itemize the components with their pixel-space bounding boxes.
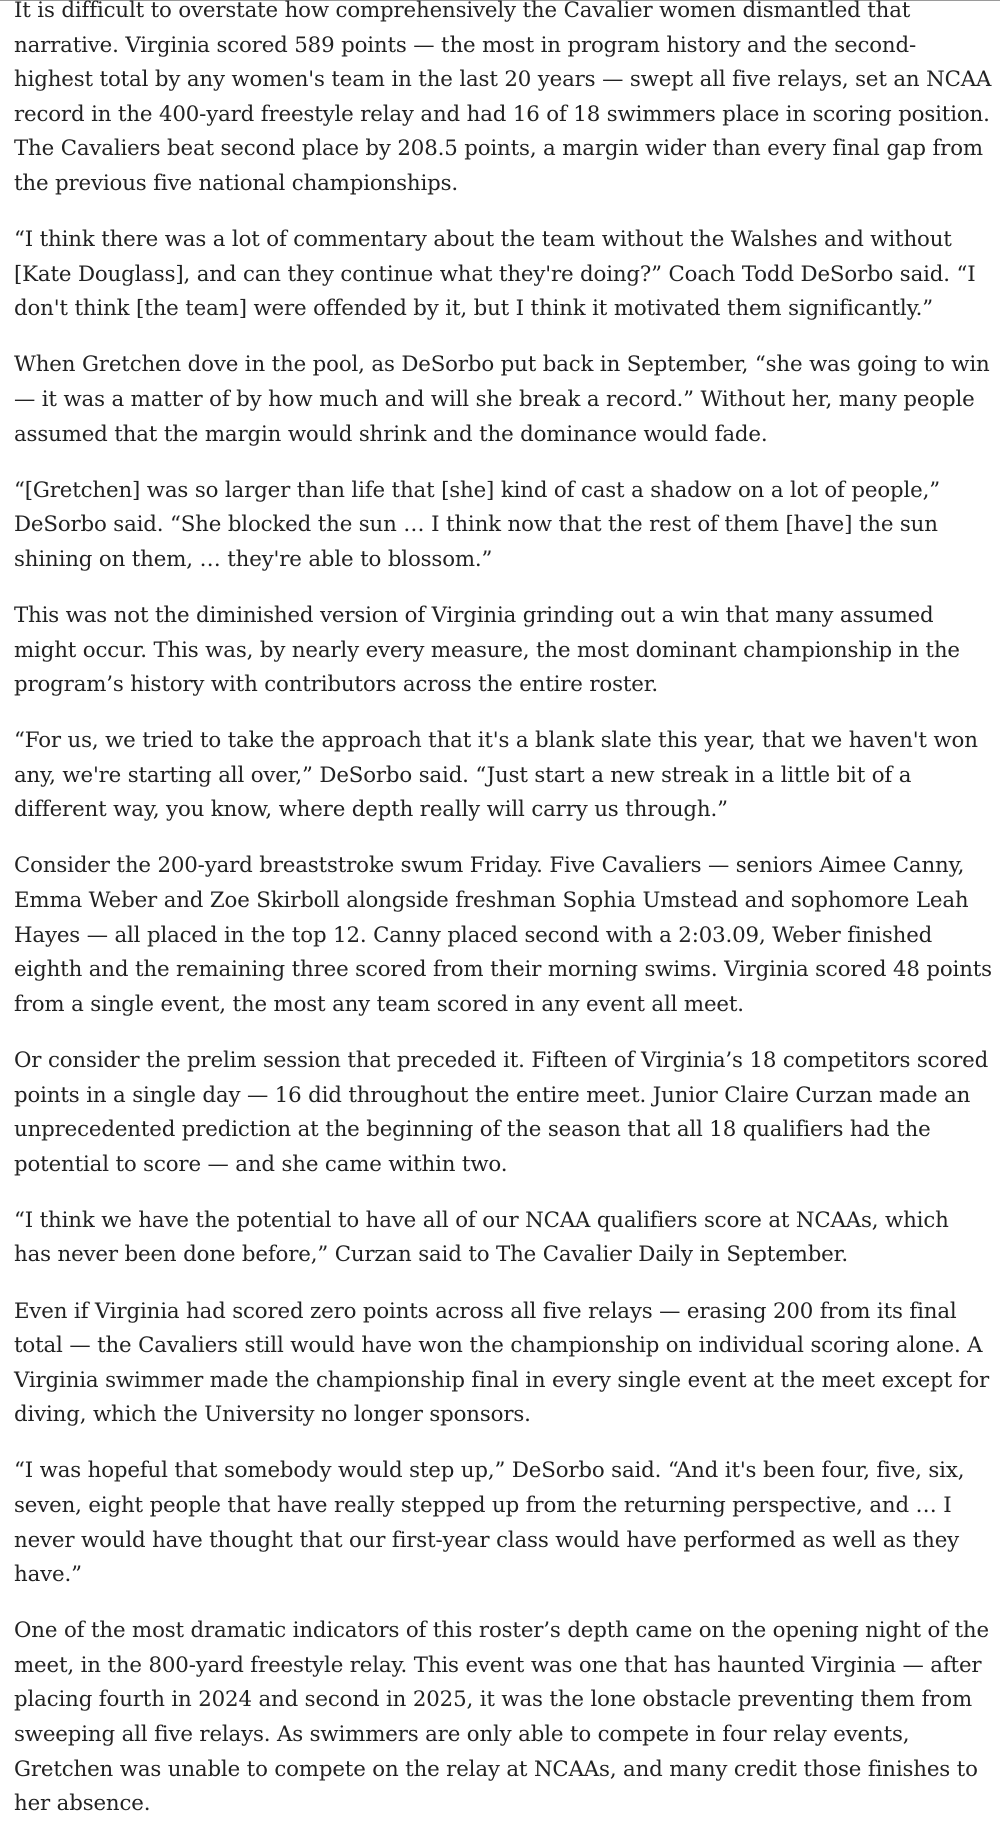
article-paragraph-8: Or consider the prelim session that preceded it. Fifteen of Virginia’s 18 competitors scored points in a single day — 16 did throughout the entire meet. Junior Claire Curzan made an unprecedented prediction at the beginning of the season that all 18 qualifiers had the potential to score — and she came within two. [14,1047,989,1177]
article-paragraph-1: It is difficult to overstate how comprehensively the Cavalier women dismantled that narrative. Virginia scored 589 points — the most in program history and the second-highest total by any women's team in the last 20 years — swept all five relays, set an NCAA record in the 400-yard freestyle relay and had 16 of 18 swimmers place in scoring position. The Cavaliers beat second place by 208.5 points, a margin wider than every final gap from the previous five national championships. [14,0,992,196]
article-paragraph-6: “For us, we tried to take the approach that it's a blank slate this year, that we haven't won any, we're starting all over,” DeSorbo said. “Just start a new streak in a little bit of a different way, you know, where depth really will carry us through.” [14,728,978,823]
article-paragraph-11: “I was hopeful that somebody would step up,” DeSorbo said. “And it's been four, five, six, seven, eight people that have really stepped up from the returning perspective, and … I never would have thought that our first-year class would have performed as well as they have.” [14,1458,965,1588]
article-body [14,0,992,1843]
article-paragraph-12: One of the most dramatic indicators of this roster’s depth came on the opening night of the meet, in the 800-yard freestyle relay. This event was one that has haunted Virginia — after placing fourth in 2024 and second in 2025, it was the lone obstacle preventing them from sweeping all five relays. As swimmers are only able to compete in four relay events, Gretchen was unable to compete on the relay at NCAAs, and many credit those finishes to her absence. [14,1618,989,1817]
article-paragraph-9: “I think we have the potential to have all of our NCAA qualifiers score at NCAAs, which has never been done before,” Curzan said to The Cavalier Daily in September. [14,1207,949,1268]
article-paragraph-2: “I think there was a lot of commentary about the team without the Walshes and without [Kate Douglass], and can they continue what they're doing?” Coach Todd DeSorbo said. “I don't think [the team] were offended by it, but I think it motivated them significantly.” [14,227,976,322]
article-paragraph-10: Even if Virginia had scored zero points across all five relays — erasing 200 from its final total — the Cavaliers still would have won the championship on individual scoring alone. A Virginia swimmer made the championship final in every single event at the meet except for diving, which the University no longer sponsors. [14,1298,990,1428]
article-paragraph-7: Consider the 200-yard breaststroke swum Friday. Five Cavaliers — seniors Aimee Canny, Emma Weber and Zoe Skirboll alongside freshman Sophia Umstead and sophomore Leah Hayes — all placed in the top 12. Canny placed second with a 2:03.09, Weber finished eighth and the remaining three scored from their morning swims. Virginia scored 48 points from a single event, the most any team scored in any event all meet. [14,853,992,1017]
article-paragraph-4: “[Gretchen] was so larger than life that [she] kind of cast a shadow on a lot of people,” DeSorbo said. “She blocked the sun … I think now that the rest of them [have] the sun shining on them, … they're able to blossom.” [14,477,940,572]
article-paragraph-5: This was not the diminished version of Virginia grinding out a win that many assumed might occur. This was, by nearly every measure, the most dominant championship in the program’s history with contributors across the entire roster. [14,602,960,698]
article-paragraph-3: When Gretchen dove in the pool, as DeSorbo put back in September, “she was going to win — it was a matter of by how much and will she break a record.” Without her, many people assumed that the margin would shrink and the dominance would fade. [14,352,990,447]
